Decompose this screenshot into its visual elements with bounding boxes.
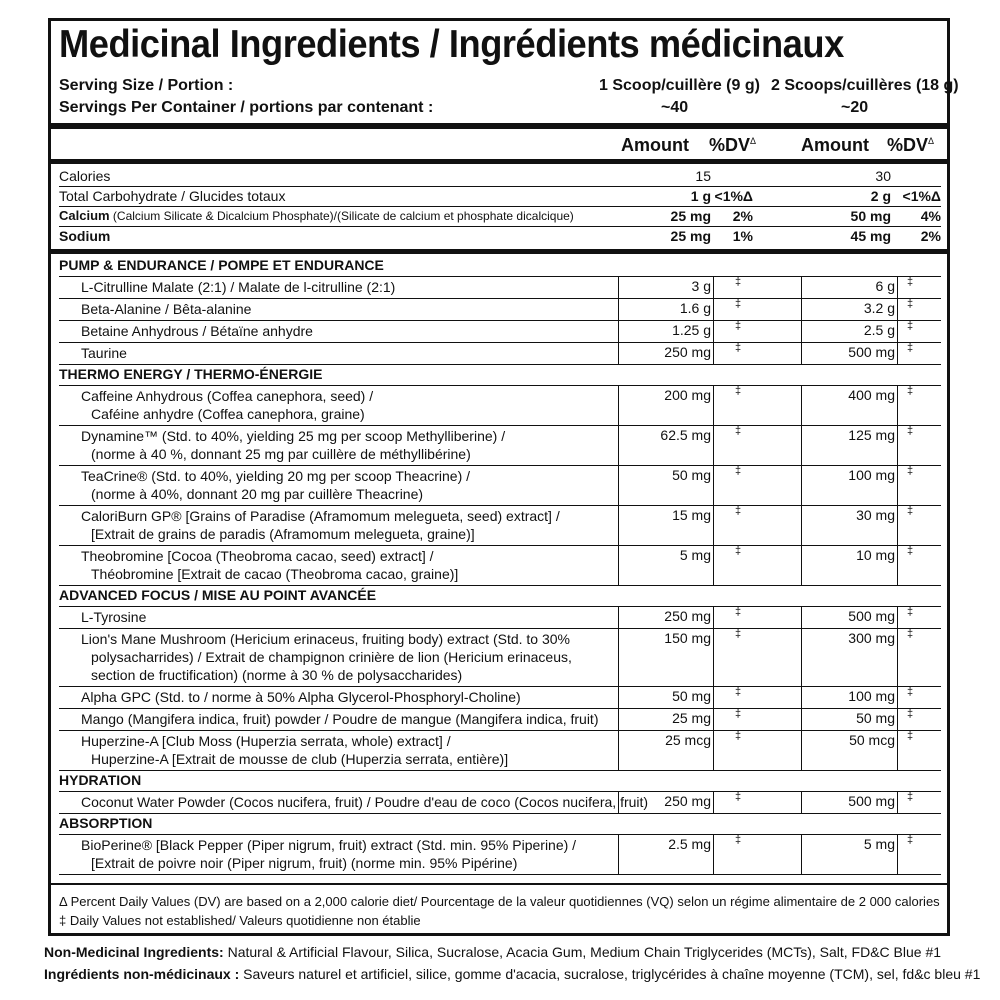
ingredient-name-line: (norme à 40%, donnant 20 mg par cuillère Theacrine) — [91, 486, 424, 502]
ingredient-name-line: Theobromine [Cocoa (Theobroma cacao, seed) extract] / — [81, 548, 434, 564]
dagger-1: ‡ — [735, 834, 742, 846]
amount-2: 50 mg — [856, 710, 895, 726]
dagger-1: ‡ — [735, 385, 742, 397]
amount-1: 50 mg — [672, 467, 711, 483]
row-divider — [59, 226, 941, 227]
nutrient-label: Sodium — [59, 228, 111, 244]
thick-divider — [51, 249, 947, 254]
dagger-2: ‡ — [907, 686, 914, 698]
column-rule — [801, 425, 802, 465]
column-rule — [713, 276, 714, 298]
ingredient-name-line: (norme à 40 %, donnant 25 mg par cuillère de méthyllibérine) — [91, 446, 471, 462]
dagger-2: ‡ — [907, 465, 914, 477]
amount-1: 2.5 mg — [668, 836, 711, 852]
section-divider — [59, 834, 941, 835]
dagger-2: ‡ — [907, 425, 914, 437]
column-rule — [897, 298, 898, 320]
row-divider — [59, 770, 941, 771]
amount-1: 15 mg — [672, 507, 711, 523]
dagger-2: ‡ — [907, 730, 914, 742]
amount-2: 100 mg — [848, 688, 895, 704]
ingredient-name-line: L-Citrulline Malate (2:1) / Malate de l-citrulline (2:1) — [81, 279, 396, 295]
ingredient-name-line: CaloriBurn GP® [Grains of Paradise (Aframomum melegueta, seed) extract] / — [81, 508, 560, 524]
dagger-2: ‡ — [907, 505, 914, 517]
amount-1: 250 mg — [664, 793, 711, 809]
ingredient-name-line: Beta-Alanine / Bêta-alanine — [81, 301, 252, 317]
amount-2: 500 mg — [848, 793, 895, 809]
dagger-2: ‡ — [907, 834, 914, 846]
column-rule — [801, 505, 802, 545]
amount-1: 3 g — [691, 278, 711, 294]
section-divider — [59, 606, 941, 607]
panel-title: Medicinal Ingredients / Ingrédients médicinaux — [59, 23, 844, 66]
dagger-1: ‡ — [735, 276, 742, 288]
row-divider — [59, 298, 941, 299]
amount-1: 25 mg — [672, 710, 711, 726]
column-rule — [713, 791, 714, 813]
dagger-2: ‡ — [907, 606, 914, 618]
amount-1: 50 mg — [672, 688, 711, 704]
section-heading: PUMP & ENDURANCE / POMPE ET ENDURANCE — [59, 257, 384, 273]
column-rule — [801, 276, 802, 298]
row-divider — [59, 813, 941, 814]
ingredient-name-line: Taurine — [81, 345, 127, 361]
section-divider — [59, 385, 941, 386]
section-heading: THERMO ENERGY / THERMO-ÉNERGIE — [59, 366, 323, 382]
servings-col2: ~20 — [841, 99, 869, 116]
column-rule — [897, 545, 898, 585]
serving-col2: 2 Scoops/cuillères (18 g) — [771, 77, 959, 94]
dagger-2: ‡ — [907, 708, 914, 720]
dagger-2: ‡ — [907, 628, 914, 640]
ingredient-name-line: Caffeine Anhydrous (Coffea canephora, seed) / — [81, 388, 374, 404]
ingredient-name-line: Huperzine-A [Extrait de mousse de club (Huperzia serrata, entière)] — [91, 751, 509, 767]
serving-size-label: Serving Size / Portion : — [59, 77, 234, 94]
ingredient-name-line: Betaine Anhydrous / Bétaïne anhydre — [81, 323, 313, 339]
amount-1: 200 mg — [664, 387, 711, 403]
dv-2: 2% — [920, 228, 941, 244]
amount-header-1: Amount — [621, 135, 689, 155]
dagger-1: ‡ — [735, 791, 742, 803]
row-divider — [59, 686, 941, 687]
dagger-1: ‡ — [735, 730, 742, 742]
ingredient-name-line: section de fructification) (norme à 30 % de polysaccharides) — [91, 667, 463, 683]
row-divider — [59, 628, 941, 629]
dv-1: <1%Δ — [714, 188, 753, 204]
amount-2: 10 mg — [856, 547, 895, 563]
column-rule — [713, 545, 714, 585]
dagger-1: ‡ — [735, 606, 742, 618]
dagger-1: ‡ — [735, 320, 742, 332]
amount-2: 2 g — [870, 188, 891, 204]
dv-1: 2% — [732, 208, 753, 224]
dv-header-1: $\%DV^\Delta$ — [709, 135, 757, 155]
dagger-2: ‡ — [907, 791, 914, 803]
row-divider — [59, 708, 941, 709]
amount-2: 5 mg — [863, 836, 895, 852]
dagger-2: ‡ — [907, 320, 914, 332]
non-medicinal-fr: Ingrédients non-médicinaux : Saveurs naturel et artificiel, silice, gomme d'acacia, sucralose, triglycérides à chaîne moyenne (TCM), sel, fd&c bleu #1 — [44, 966, 981, 982]
amount-1: 1 g — [690, 188, 711, 204]
ingredient-name-line: [Extrait de grains de paradis (Aframomum melegueta, graine)] — [91, 526, 475, 542]
column-rule — [897, 385, 898, 425]
dagger-1: ‡ — [735, 298, 742, 310]
amount-2: 6 g — [875, 278, 895, 294]
ingredient-name-line: Huperzine-A [Club Moss (Huperzia serrata, whole) extract] / — [81, 733, 451, 749]
dagger-1: ‡ — [735, 425, 742, 437]
column-rule — [713, 385, 714, 425]
dagger-1: ‡ — [735, 708, 742, 720]
column-rule — [897, 320, 898, 342]
column-rule — [713, 606, 714, 628]
amount-1: 15 — [695, 168, 711, 184]
amount-1: 1.25 g — [672, 322, 711, 338]
column-rule — [801, 298, 802, 320]
thick-divider — [51, 159, 947, 164]
servings-per-container-label: Servings Per Container / portions par contenant : — [59, 99, 434, 116]
column-rule — [897, 834, 898, 874]
servings-col1: ~40 — [661, 99, 689, 116]
footnote-dagger: ‡ Daily Values not established/ Valeurs quotidienne non établie — [59, 913, 421, 928]
column-rule — [713, 425, 714, 465]
ingredient-name-line: BioPerine® [Black Pepper (Piper nigrum, fruit) extract (Std. min. 95% Piperine) / — [81, 837, 577, 853]
section-divider — [59, 276, 941, 277]
dagger-1: ‡ — [735, 465, 742, 477]
row-divider — [59, 206, 941, 207]
column-rule — [713, 465, 714, 505]
column-rule — [713, 505, 714, 545]
amount-2: 300 mg — [848, 630, 895, 646]
amount-2: 100 mg — [848, 467, 895, 483]
column-rule — [801, 686, 802, 708]
amount-2: 500 mg — [848, 344, 895, 360]
column-rule — [713, 628, 714, 686]
column-rule — [897, 606, 898, 628]
amount-1: 25 mcg — [665, 732, 711, 748]
row-divider — [59, 545, 941, 546]
amount-1: 5 mg — [679, 547, 711, 563]
row-divider — [59, 320, 941, 321]
column-rule — [713, 834, 714, 874]
nutrient-name: Calcium — [59, 208, 110, 223]
column-rule — [801, 628, 802, 686]
serving-col1: 1 Scoop/cuillère (9 g) — [599, 77, 760, 94]
column-rule — [801, 791, 802, 813]
column-rule — [897, 628, 898, 686]
row-divider — [59, 425, 941, 426]
row-divider — [59, 364, 941, 365]
dv-2: 4% — [920, 208, 941, 224]
row-divider — [59, 730, 941, 731]
column-rule — [897, 791, 898, 813]
column-rule — [713, 298, 714, 320]
column-rule — [801, 320, 802, 342]
row-divider — [59, 585, 941, 586]
row-divider — [59, 874, 941, 875]
row-divider — [59, 186, 941, 187]
column-rule — [897, 425, 898, 465]
ingredient-name-line: [Extrait de poivre noir (Piper nigrum, fruit) (norme min. 95% Pipérine) — [91, 855, 518, 871]
amount-1: 25 mg — [670, 208, 711, 224]
amount-2: 45 mg — [850, 228, 891, 244]
ingredient-name-line: Dynamine™ (Std. to 40%, yielding 25 mg per scoop Methylliberine) / — [81, 428, 506, 444]
dagger-2: ‡ — [907, 545, 914, 557]
amount-2: 400 mg — [848, 387, 895, 403]
amount-2: 30 — [875, 168, 891, 184]
column-rule — [801, 834, 802, 874]
column-rule — [801, 465, 802, 505]
amount-1: 62.5 mg — [660, 427, 711, 443]
section-divider — [59, 791, 941, 792]
column-rule — [897, 708, 898, 730]
dagger-1: ‡ — [735, 628, 742, 640]
ingredient-name-line: Coconut Water Powder (Cocos nucifera, fruit) / Poudre d'eau de coco (Cocos nucifera, fruit) — [81, 794, 649, 810]
column-rule — [897, 730, 898, 770]
row-divider — [59, 342, 941, 343]
column-rule — [897, 505, 898, 545]
section-heading: ABSORPTION — [59, 815, 153, 831]
amount-2: 30 mg — [856, 507, 895, 523]
thick-divider — [51, 123, 947, 129]
footnote-dv: Δ Percent Daily Values (DV) are based on a 2,000 calorie diet/ Pourcentage de la valeur quotidiennes (VQ) selon un régime alimentaire de 2 000 calories — [59, 894, 940, 909]
column-rule — [713, 342, 714, 364]
column-rule — [801, 342, 802, 364]
column-rule — [713, 686, 714, 708]
ingredient-name-line: polysacharrides) / Extrait de champignon crinière de lion (Hericium erinaceus, — [91, 649, 572, 665]
amount-header-2: Amount — [801, 135, 869, 155]
column-rule — [897, 342, 898, 364]
ingredient-name-line: Mango (Mangifera indica, fruit) powder / Poudre de mangue (Mangifera indica, fruit) — [81, 711, 599, 727]
column-rule — [713, 320, 714, 342]
dv-header-2: $\%DV^\Delta$ — [887, 135, 935, 155]
column-rule — [801, 730, 802, 770]
amount-1: 25 mg — [670, 228, 711, 244]
ingredient-name-line: Caféine anhydre (Coffea canephora, graine) — [91, 406, 365, 422]
dagger-2: ‡ — [907, 342, 914, 354]
dagger-1: ‡ — [735, 686, 742, 698]
column-rule — [801, 545, 802, 585]
column-rule — [897, 276, 898, 298]
nutrient-detail: (Calcium Silicate & Dicalcium Phosphate)/(Silicate de calcium et phosphate dicalcique) — [109, 209, 574, 223]
column-rule — [801, 708, 802, 730]
column-rule — [801, 385, 802, 425]
dagger-2: ‡ — [907, 276, 914, 288]
dagger-1: ‡ — [735, 342, 742, 354]
row-divider — [59, 465, 941, 466]
amount-2: 50 mg — [850, 208, 891, 224]
dagger-1: ‡ — [735, 505, 742, 517]
ingredient-name-line: Alpha GPC (Std. to / norme à 50% Alpha Glycerol-Phosphoryl-Choline) — [81, 689, 521, 705]
amount-1: 1.6 g — [679, 300, 711, 316]
amount-1: 250 mg — [664, 608, 711, 624]
supplement-facts-panel — [48, 18, 959, 936]
row-divider — [59, 505, 941, 506]
amount-2: 3.2 g — [863, 300, 895, 316]
dagger-2: ‡ — [907, 298, 914, 310]
nutrient-label: Total Carbohydrate / Glucides totaux — [59, 188, 286, 204]
amount-2: 50 mcg — [849, 732, 895, 748]
column-rule — [897, 465, 898, 505]
nutrient-label: Calories — [59, 168, 111, 184]
amount-2: 500 mg — [848, 608, 895, 624]
dv-1: 1% — [732, 228, 753, 244]
divider — [51, 883, 947, 885]
dagger-1: ‡ — [735, 545, 742, 557]
amount-1: 250 mg — [664, 344, 711, 360]
non-medicinal-en: Non-Medicinal Ingredients: Natural & Artificial Flavour, Silica, Sucralose, Acacia Gum, Medium Chain Triglycerides (MCTs), Salt, FD&C Blue #1 — [44, 944, 942, 960]
column-rule — [801, 606, 802, 628]
amount-2: 125 mg — [848, 427, 895, 443]
ingredient-name-line: TeaCrine® (Std. to 40%, yielding 20 mg per scoop Theacrine) / — [81, 468, 471, 484]
dv-2: <1%Δ — [902, 188, 941, 204]
column-rule — [713, 730, 714, 770]
ingredient-name-line: L-Tyrosine — [81, 609, 147, 625]
amount-2: 2.5 g — [863, 322, 895, 338]
ingredient-name-line: Théobromine [Extrait de cacao (Theobroma cacao, graine)] — [91, 566, 459, 582]
column-rule — [713, 708, 714, 730]
dagger-2: ‡ — [907, 385, 914, 397]
ingredient-name-line: Lion's Mane Mushroom (Hericium erinaceus, fruiting body) extract (Std. to 30% — [81, 631, 570, 647]
section-heading: ADVANCED FOCUS / MISE AU POINT AVANCÉE — [59, 587, 377, 603]
column-rule — [897, 686, 898, 708]
section-heading: HYDRATION — [59, 772, 142, 788]
amount-1: 150 mg — [664, 630, 711, 646]
nutrient-label — [59, 208, 574, 223]
